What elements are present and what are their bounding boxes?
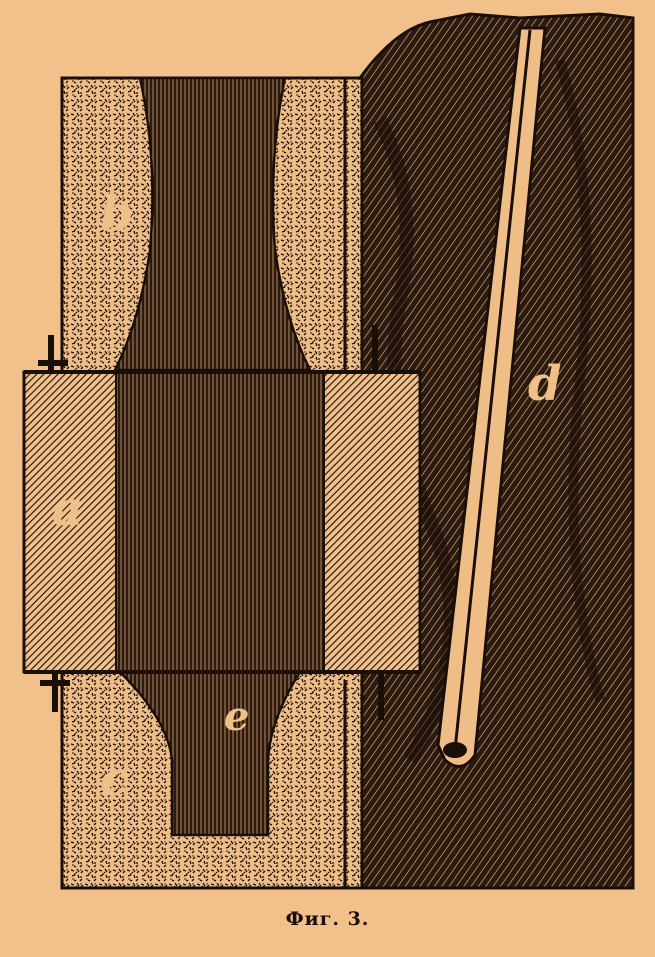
figure-caption: Фиг. 3.	[285, 908, 370, 930]
label-e: e	[224, 693, 250, 740]
label-a: a	[52, 481, 84, 537]
label-d: d	[528, 356, 562, 412]
mould-block	[24, 372, 420, 672]
label-c: c	[100, 752, 129, 806]
label-b: b	[100, 186, 134, 242]
